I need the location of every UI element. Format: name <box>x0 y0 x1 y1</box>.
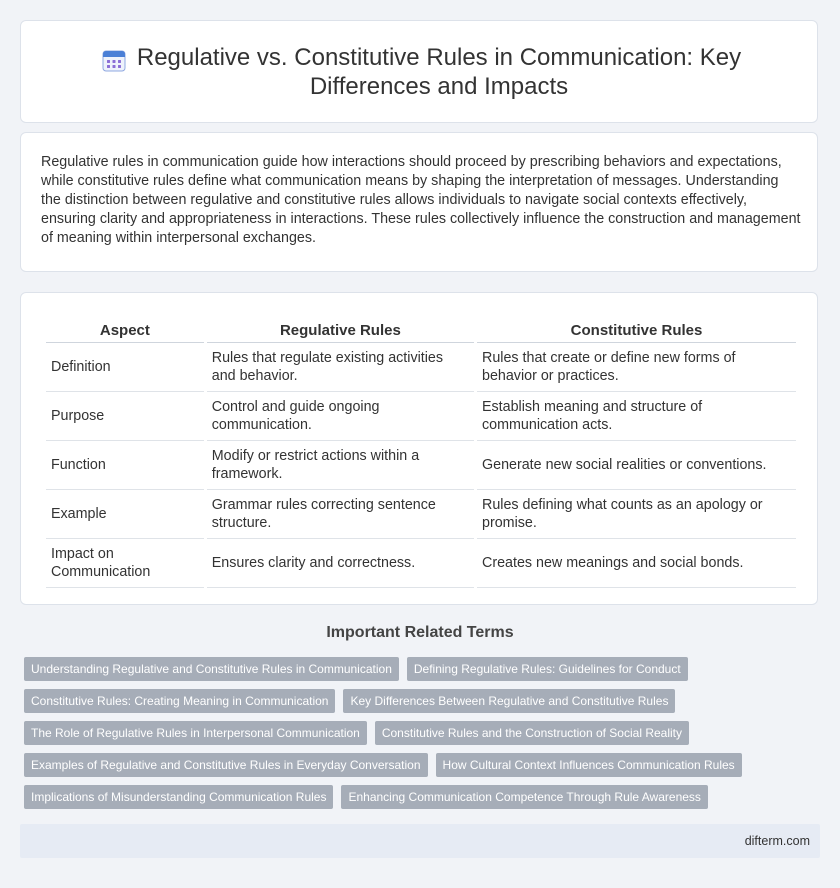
table-row <box>46 343 796 392</box>
cell-regulative: Ensures clarity and correctness. <box>207 539 474 588</box>
comparison-card <box>20 292 818 605</box>
footer <box>20 824 820 858</box>
related-term-tag[interactable]: The Role of Regulative Rules in Interpersonal Communication <box>24 721 367 745</box>
cell-constitutive: Rules defining what counts as an apology or promise. <box>477 490 796 539</box>
title-card <box>20 20 818 123</box>
header-constitutive: Constitutive Rules <box>477 315 796 343</box>
table-row <box>46 539 796 588</box>
cell-regulative: Modify or restrict actions within a framework. <box>207 441 474 490</box>
cell-aspect: Definition <box>46 343 204 392</box>
cell-constitutive: Generate new social realities or conventions. <box>477 441 796 490</box>
table-row <box>46 441 796 490</box>
cell-constitutive: Creates new meanings and social bonds. <box>477 539 796 588</box>
related-term-tag[interactable]: Defining Regulative Rules: Guidelines for Conduct <box>407 657 688 681</box>
related-term-tag[interactable]: Key Differences Between Regulative and Constitutive Rules <box>343 689 675 713</box>
cell-aspect: Example <box>46 490 204 539</box>
related-terms-list <box>24 657 824 817</box>
related-term-tag[interactable]: How Cultural Context Influences Communication Rules <box>436 753 742 777</box>
intro-paragraph: Regulative rules in communication guide how interactions should proceed by prescribing behaviors and expectations, while constitutive rules define what communication means by shaping the interpretation of messages. Understanding the distinction between regulative and constitutive rules allows individuals to navigate social contexts effectively, ensuring clarity and appropriateness in interactions. These rules collectively influence the construction and management of meaning within interpersonal exchanges. <box>41 154 801 246</box>
table-row <box>46 392 796 441</box>
cell-regulative: Rules that regulate existing activities and behavior. <box>207 343 474 392</box>
cell-aspect: Purpose <box>46 392 204 441</box>
intro-card <box>20 132 818 272</box>
page-title: Regulative vs. Constitutive Rules in Communication: Key Differences and Impacts <box>136 43 742 100</box>
cell-aspect: Function <box>46 441 204 490</box>
cell-constitutive: Establish meaning and structure of communication acts. <box>477 392 796 441</box>
related-term-tag[interactable]: Examples of Regulative and Constitutive Rules in Everyday Conversation <box>24 753 428 777</box>
comparison-table <box>43 315 799 588</box>
cell-regulative: Grammar rules correcting sentence structure. <box>207 490 474 539</box>
cell-constitutive: Rules that create or define new forms of behavior or practices. <box>477 343 796 392</box>
related-terms-title: Important Related Terms <box>326 624 514 641</box>
cell-aspect: Impact on Communication <box>46 539 204 588</box>
related-term-tag[interactable]: Constitutive Rules and the Construction of Social Reality <box>375 721 689 745</box>
footer-site-link[interactable]: difterm.com <box>744 834 810 848</box>
header-regulative: Regulative Rules <box>207 315 474 343</box>
header-aspect: Aspect <box>46 315 204 343</box>
related-term-tag[interactable]: Constitutive Rules: Creating Meaning in Communication <box>24 689 335 713</box>
related-term-tag[interactable]: Implications of Misunderstanding Communication Rules <box>24 785 333 809</box>
table-row <box>46 490 796 539</box>
related-term-tag[interactable]: Understanding Regulative and Constitutive Rules in Communication <box>24 657 399 681</box>
related-term-tag[interactable]: Enhancing Communication Competence Through Rule Awareness <box>341 785 707 809</box>
cell-regulative: Control and guide ongoing communication. <box>207 392 474 441</box>
table-header-row <box>46 315 796 343</box>
